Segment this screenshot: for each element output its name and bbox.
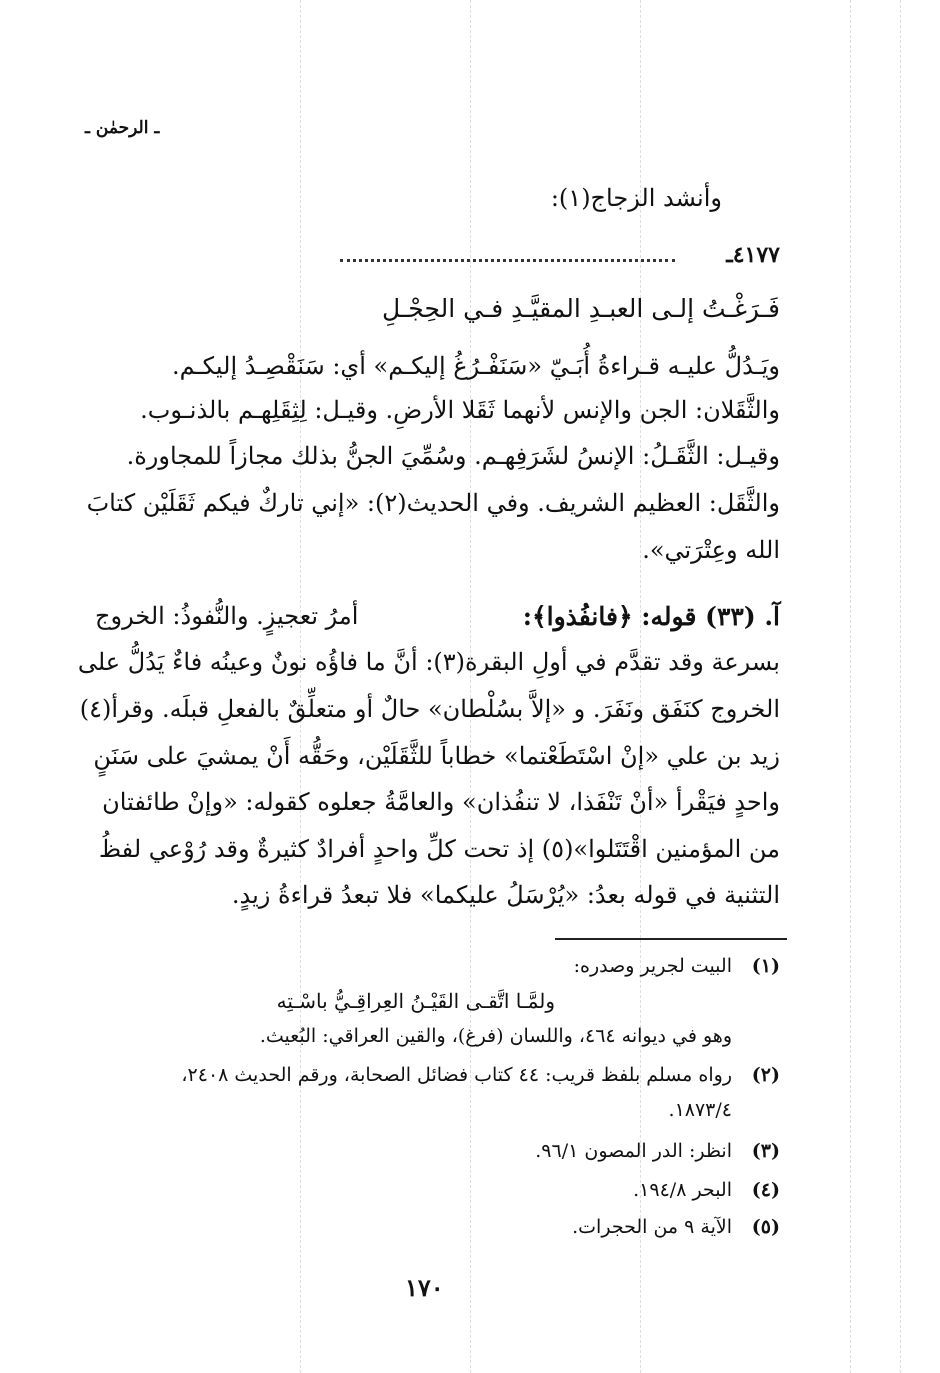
paragraph-line: من المؤمنين اقْتَتَلوا»(٥) إذ تحت كلِّ واحدٍ أفرادٌ كثيرةٌ وقد رُوْعي لفظُ	[98, 835, 780, 863]
paragraph-line: واحدٍ فيَقْرأ «أنْ تَنْفَذا، لا تنفُذان» والعامَّةُ جعلوه كقوله: «وإنْ طائفتان	[102, 788, 780, 816]
paragraph-line: التثنية في قوله بعدُ: «يُرْسَلُ عليكما» فلا تبعدُ قراءةُ زيدٍ.	[231, 881, 780, 909]
footnote-text: وهو في ديوانه ٤٦٤، واللسان (فرغ)، والقين العراقي: البُعيث.	[259, 1025, 732, 1047]
paragraph-line: والثَّقَل: العظيم الشريف. وفي الحديث(٢): «إني تاركٌ فيكم ثَقَلَيْن كتابَ	[86, 489, 780, 517]
scan-guide-line	[300, 0, 301, 1373]
paragraph-line: زيد بن علي «إنْ اسْتَطَعْتما» خطاباً للثَّقَلَيْن، وحَقُّه أَنْ يمشيَ على سَنَنٍ	[93, 742, 780, 770]
scan-guide-line	[850, 0, 851, 1373]
dotted-separator	[340, 259, 675, 264]
footnote-text: انظر: الدر المصون ٩٦/١.	[535, 1140, 732, 1162]
poem-number: ٤١٧٧ـ	[726, 242, 780, 268]
paragraph-line: ويَـدُلُّ عليـه قـراءةُ أُبَـيّ «سَنَفْـرُغُ إليكـم» أي: سَنَقْصِـدُ إليكـم.	[172, 352, 780, 380]
footnote-text: البيت لجرير وصدره:	[573, 955, 732, 977]
footnote-text: رواه مسلم بلفظ قريب: ٤٤ كتاب فضائل الصحابة، ورقم الحديث ٢٤٠٨،	[181, 1064, 732, 1086]
intro-line: وأنشد الزجاج(١):	[550, 184, 722, 212]
page-number: ١٧٠	[405, 1273, 444, 1302]
paragraph-line: وقيـل: الثَّقَـلُ: الإنسُ لشَرَفِهـم. وسُمِّيَ الجنُّ بذلك مجازاً للمجاورة.	[126, 442, 780, 470]
footnote-number: (١)	[751, 955, 780, 977]
footnote-text: ١٨٧٣/٤.	[668, 1099, 732, 1121]
paragraph-line: والثَّقَلان: الجن والإنس لأنهما ثَقَلا الأرضِ. وقيـل: لِثِقَلِهـم بالذنـوب.	[140, 396, 780, 424]
paragraph-line: الخروج كنَفَق ونَفَرَ. و «إلاَّ بسُلْطان» حالٌ أو متعلِّقٌ بالفعلِ قبلَه. وقرأ(٤)	[79, 695, 780, 723]
footnote-verse: ولمَّـا اتَّقـى القَيْـنُ العِراقِـيُّ باسْـتِه	[276, 989, 555, 1013]
scan-guide-line	[470, 0, 471, 1373]
footnote-rule	[555, 938, 787, 940]
paragraph-line: بسرعة وقد تقدَّم في أولِ البقرة(٣): أنَّ ما فاؤُه نونٌ وعينُه فاءٌ يَدُلُّ على	[77, 648, 780, 676]
paragraph-line: أمرُ تعجيزٍ. والنُّفوذُ: الخروج	[95, 602, 359, 630]
poem-verse: فَـرَغْـتُ إلـى العبـدِ المقيَّـدِ فـي الحِجْـلِ	[382, 294, 780, 323]
footnote-number: (٢)	[751, 1064, 780, 1086]
running-header: ـ الرحمٰن ـ	[85, 118, 160, 138]
verse-label: آ. (٣٣) قوله: ﴿فانفُذوا﴾:	[522, 602, 780, 631]
footnote-number: (٣)	[751, 1140, 780, 1162]
scan-guide-line	[900, 0, 901, 1373]
footnote-text: الآية ٩ من الحجرات.	[572, 1216, 732, 1238]
footnote-number: (٤)	[751, 1179, 780, 1201]
footnote-number: (٥)	[751, 1216, 780, 1238]
footnote-text: البحر ١٩٤/٨.	[633, 1179, 732, 1201]
paragraph-line: الله وعِتْرَتي».	[642, 536, 780, 564]
